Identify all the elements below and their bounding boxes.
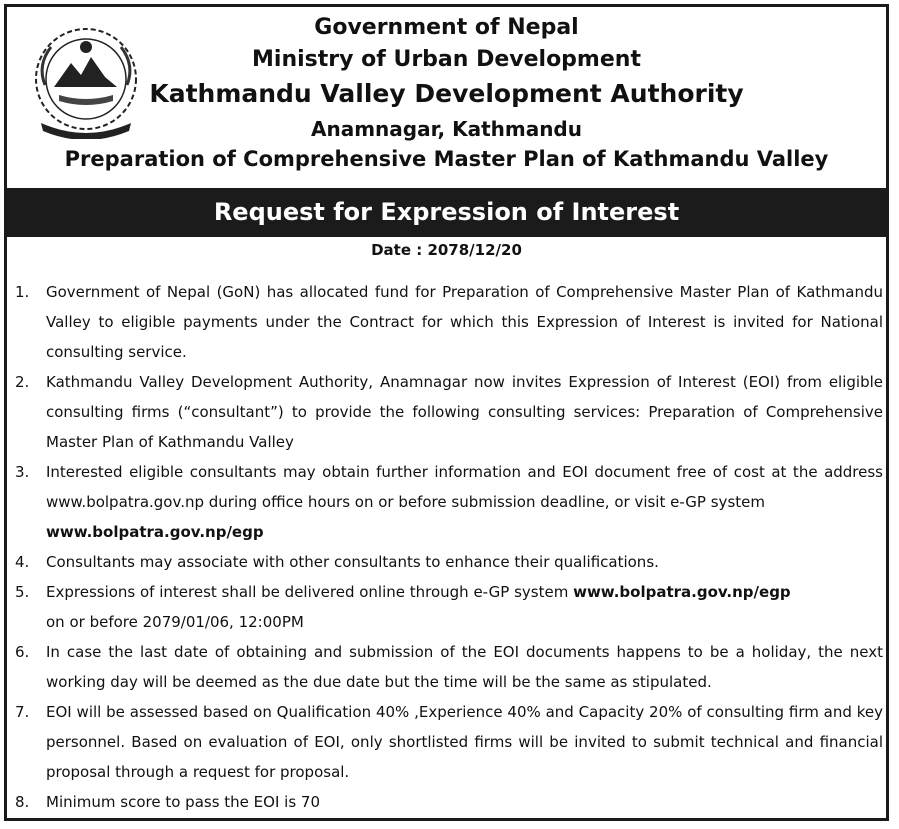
notice-date: Date : 2078/12/20 (371, 241, 522, 259)
list-item-text: Minimum score to pass the EOI is 70 (46, 793, 320, 811)
notice-frame (4, 4, 889, 821)
header-authority: Kathmandu Valley Development Authority (149, 79, 744, 108)
list-item-number: 2. (15, 373, 30, 391)
header-ministry: Ministry of Urban Development (252, 47, 641, 72)
list-item-text: Consultants may associate with other consultants to enhance their qualifications. (46, 553, 659, 571)
list-item-number: 4. (15, 553, 30, 571)
list-item-deadline: on or before 2079/01/06, 12:00PM (46, 613, 304, 631)
notice-header (7, 7, 886, 187)
egp-link[interactable]: www.bolpatra.gov.np/egp (573, 583, 791, 601)
list-item-3 (15, 457, 883, 547)
list-item-number: 5. (15, 583, 30, 601)
header-address: Anamnagar, Kathmandu (310, 117, 582, 141)
list-item-text: Kathmandu Valley Development Authority, Anamnagar now invites Expression of Interest (EOI) from eligible consulting firms (“consultant”) to provide the following consulting services: Preparation of Comprehensive Master Plan of Kathmandu Valley (46, 373, 883, 451)
list-item-4 (15, 547, 883, 577)
list-item-1 (15, 277, 883, 367)
list-item-number: 3. (15, 463, 30, 481)
list-item-number: 7. (15, 703, 30, 721)
list-item-number: 6. (15, 643, 30, 661)
egp-link[interactable]: www.bolpatra.gov.np/egp (46, 523, 264, 541)
list-item-number: 1. (15, 283, 30, 301)
list-item-number: 8. (15, 793, 30, 811)
list-item-text: Government of Nepal (GoN) has allocated fund for Preparation of Comprehensive Master Plan of Kathmandu Valley to eligible payments under the Contract for which this Expression of Interest is invited for National consulting service. (46, 283, 883, 361)
notice-banner: Request for Expression of Interest (7, 188, 886, 237)
list-item-6 (15, 637, 883, 697)
list-item-text: EOI will be assessed based on Qualification 40% ,Experience 40% and Capacity 20% of consulting firm and key personnel. Based on evaluation of EOI, only shortlisted firms will be invited to submit technical and financial proposal through a request for proposal. (46, 703, 883, 781)
header-government: Government of Nepal (314, 15, 579, 40)
list-item-5 (15, 577, 883, 637)
list-item-7 (15, 697, 883, 787)
list-item-text: Interested eligible consultants may obtain further information and EOI document free of cost at the address www.bolpatra.gov.np during office hours on or before submission deadline, or visit e-GP system (46, 463, 883, 511)
list-item-8 (15, 787, 883, 817)
list-item-text: In case the last date of obtaining and submission of the EOI documents happens to be a holiday, the next working day will be deemed as the due date but the time will be the same as stipulated. (46, 643, 883, 691)
notice-list (15, 277, 883, 817)
header-project: Preparation of Comprehensive Master Plan of Kathmandu Valley (64, 147, 829, 171)
list-item-2 (15, 367, 883, 457)
list-item-text: Expressions of interest shall be delivered online through e-GP system (46, 583, 569, 601)
